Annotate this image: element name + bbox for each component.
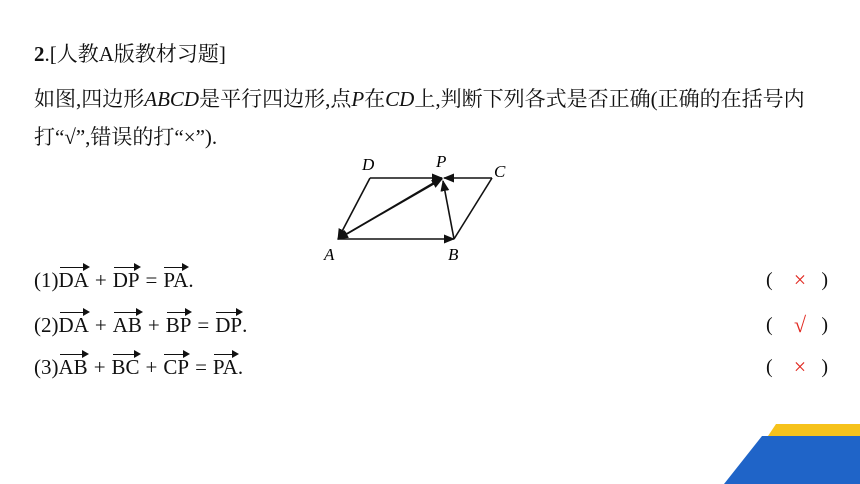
operator: + (94, 313, 107, 337)
bracket-close: ) (821, 269, 828, 291)
cross-mark: × (793, 354, 807, 379)
check-mark: √ (793, 312, 807, 337)
label-A: A (324, 245, 335, 264)
vector: PA (163, 268, 189, 292)
item-label: (3) (34, 355, 59, 379)
vector: DA (58, 313, 89, 337)
problem-number: 2 (34, 42, 45, 66)
statement-part: CD (385, 87, 415, 111)
operator: + (93, 355, 106, 379)
vector: BC (111, 355, 140, 379)
problem-source: .[人教A版教材习题] (44, 42, 226, 66)
problem-header (34, 40, 226, 68)
problem-statement (34, 80, 824, 156)
statement-part: 在 (364, 87, 386, 111)
bracket-open: ( (766, 356, 773, 378)
equals-sign: = (195, 355, 207, 379)
statement-part: 上,判断下列各式是否正确(正确的在括号内打“√”,错误的打“×”). (34, 87, 805, 149)
label-C: C (494, 162, 506, 181)
operator: + (145, 355, 158, 379)
equals-sign: = (197, 313, 210, 337)
vector: AB (112, 313, 142, 337)
label-P: P (436, 152, 447, 171)
segment-BP (443, 181, 454, 239)
period: . (242, 313, 248, 337)
deco-blue-band (724, 436, 860, 484)
vector: DP (215, 313, 243, 337)
vector: DA (58, 268, 89, 292)
period: . (188, 268, 194, 292)
item-1 (34, 266, 194, 294)
period: . (237, 355, 244, 379)
operator: + (147, 313, 160, 337)
cross-mark: × (793, 267, 807, 292)
corner-decoration (720, 424, 860, 484)
vector: DP (112, 268, 140, 292)
bracket-open: ( (766, 269, 773, 291)
vector: PA (212, 355, 238, 379)
vector: CP (163, 355, 190, 379)
equals-sign: = (145, 268, 158, 292)
vector: BP (165, 313, 192, 337)
parallelogram-figure (318, 150, 518, 268)
bracket-close: ) (821, 314, 828, 336)
label-D: D (362, 155, 375, 174)
vector: AB (58, 355, 88, 379)
statement-part: 是平行四边形,点 (199, 87, 352, 111)
bracket-close: ) (821, 356, 828, 378)
deco-yellow-band (768, 424, 860, 436)
statement-part: ABCD (144, 87, 200, 111)
statement-part: P (351, 87, 365, 111)
item-label: (1) (34, 268, 59, 292)
item-3 (34, 353, 243, 381)
segment-BC (454, 178, 492, 239)
item-2 (34, 311, 247, 339)
bracket-open: ( (766, 314, 773, 336)
statement-part: 如图,四边形 (34, 87, 145, 111)
label-B: B (448, 245, 459, 264)
item-label: (2) (34, 313, 59, 337)
operator: + (94, 268, 107, 292)
